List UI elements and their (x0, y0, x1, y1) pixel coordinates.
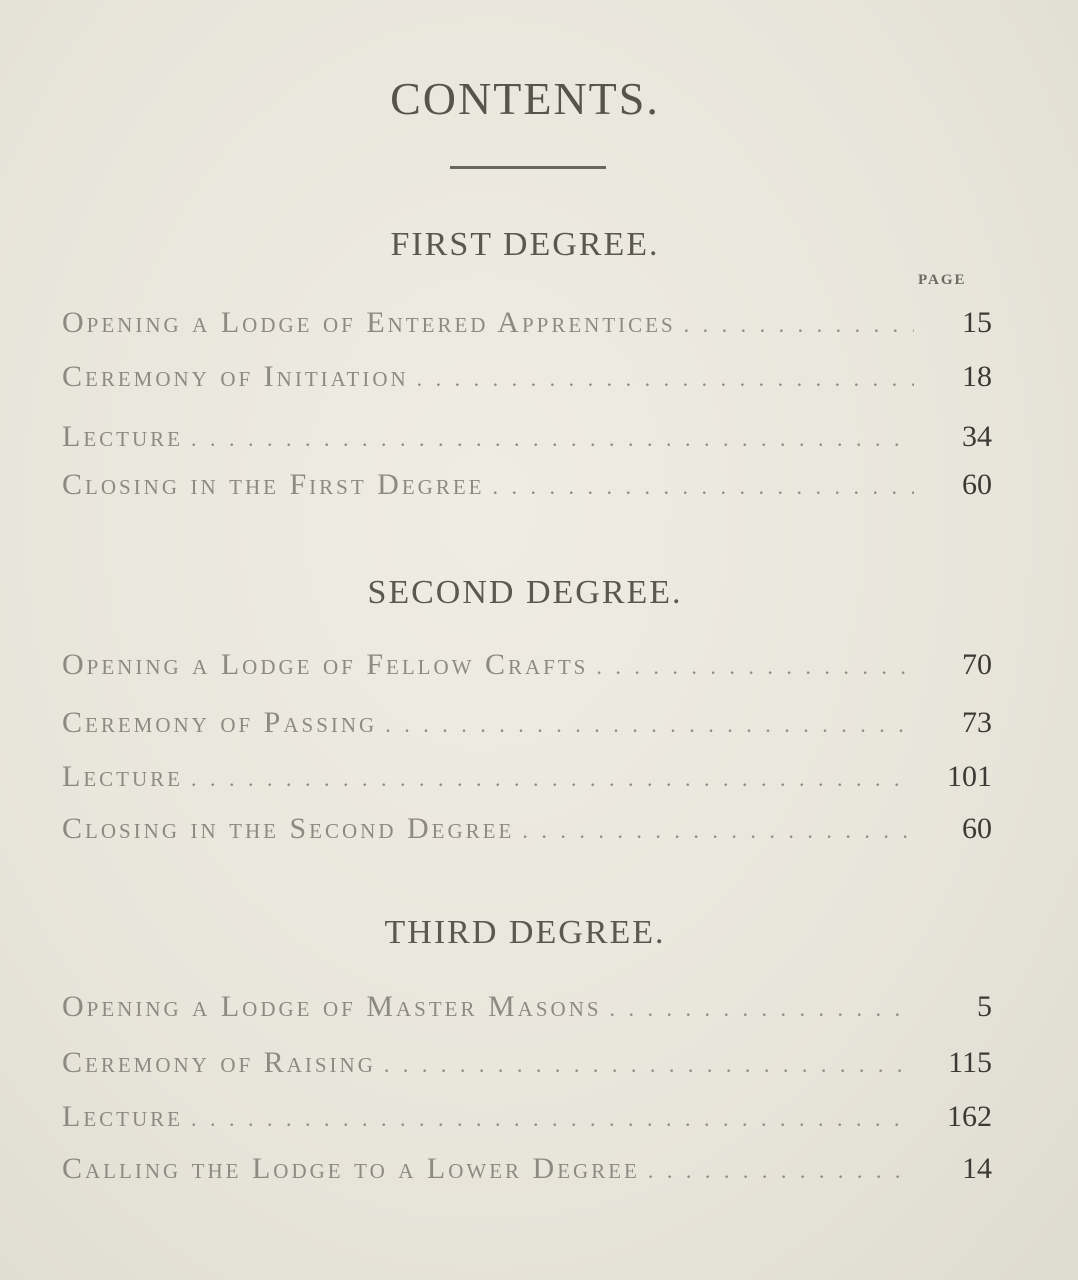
dot-leader (191, 424, 914, 454)
toc-entry (62, 984, 992, 1024)
toc-entry (62, 1146, 992, 1186)
section-heading-first-degree: FIRST DEGREE. (390, 226, 660, 263)
dot-leader (417, 364, 914, 394)
entry-title: Closing in the First Degree (62, 468, 485, 501)
entry-page-number: 60 (962, 468, 992, 501)
entry-title: Opening a Lodge of Entered Apprentices (62, 306, 676, 339)
entry-page-number: 73 (962, 706, 992, 739)
toc-entry (62, 414, 992, 454)
entry-page-number: 162 (947, 1100, 992, 1133)
toc-entry (62, 300, 992, 340)
entry-page-number: 5 (977, 990, 992, 1023)
entry-page-number: 60 (962, 812, 992, 845)
dot-leader (648, 1156, 914, 1186)
entry-page-number: 15 (962, 306, 992, 339)
toc-entry (62, 1094, 992, 1134)
title-divider (450, 166, 606, 169)
section-heading-second-degree: SECOND DEGREE. (367, 574, 683, 611)
page-column-label: PAGE (918, 272, 967, 288)
dot-leader (385, 710, 914, 740)
dot-leader (191, 764, 914, 794)
entry-title: Lecture (62, 760, 183, 793)
dot-leader (493, 472, 915, 502)
entry-page-number: 18 (962, 360, 992, 393)
entry-page-number: 14 (962, 1152, 992, 1185)
toc-entry (62, 700, 992, 740)
entry-page-number: 34 (962, 420, 992, 453)
dot-leader (384, 1050, 914, 1080)
entry-title: Lecture (62, 1100, 183, 1133)
entry-title: Lecture (62, 420, 183, 453)
entry-title: Ceremony of Initiation (62, 360, 409, 393)
entry-page-number: 115 (948, 1046, 992, 1079)
entry-title: Opening a Lodge of Master Masons (62, 990, 602, 1023)
dot-leader (684, 310, 914, 340)
entry-title: Opening a Lodge of Fellow Crafts (62, 648, 589, 681)
dot-leader (191, 1104, 914, 1134)
toc-entry (62, 806, 992, 846)
toc-entry (62, 462, 992, 502)
entry-title: Ceremony of Passing (62, 706, 378, 739)
entry-title: Ceremony of Raising (62, 1046, 376, 1079)
entry-page-number: 101 (947, 760, 992, 793)
section-heading-third-degree: THIRD DEGREE. (384, 914, 666, 951)
entry-page-number: 70 (962, 648, 992, 681)
toc-entry (62, 354, 992, 394)
page-title: CONTENTS. (390, 73, 660, 124)
toc-entry (62, 642, 992, 682)
dot-leader (596, 652, 914, 682)
toc-entry (62, 754, 992, 794)
toc-entry (62, 1040, 992, 1080)
entry-title: Calling the Lodge to a Lower Degree (62, 1152, 640, 1185)
entry-title: Closing in the Second Degree (62, 812, 515, 845)
dot-leader (522, 816, 914, 846)
dot-leader (610, 994, 914, 1024)
